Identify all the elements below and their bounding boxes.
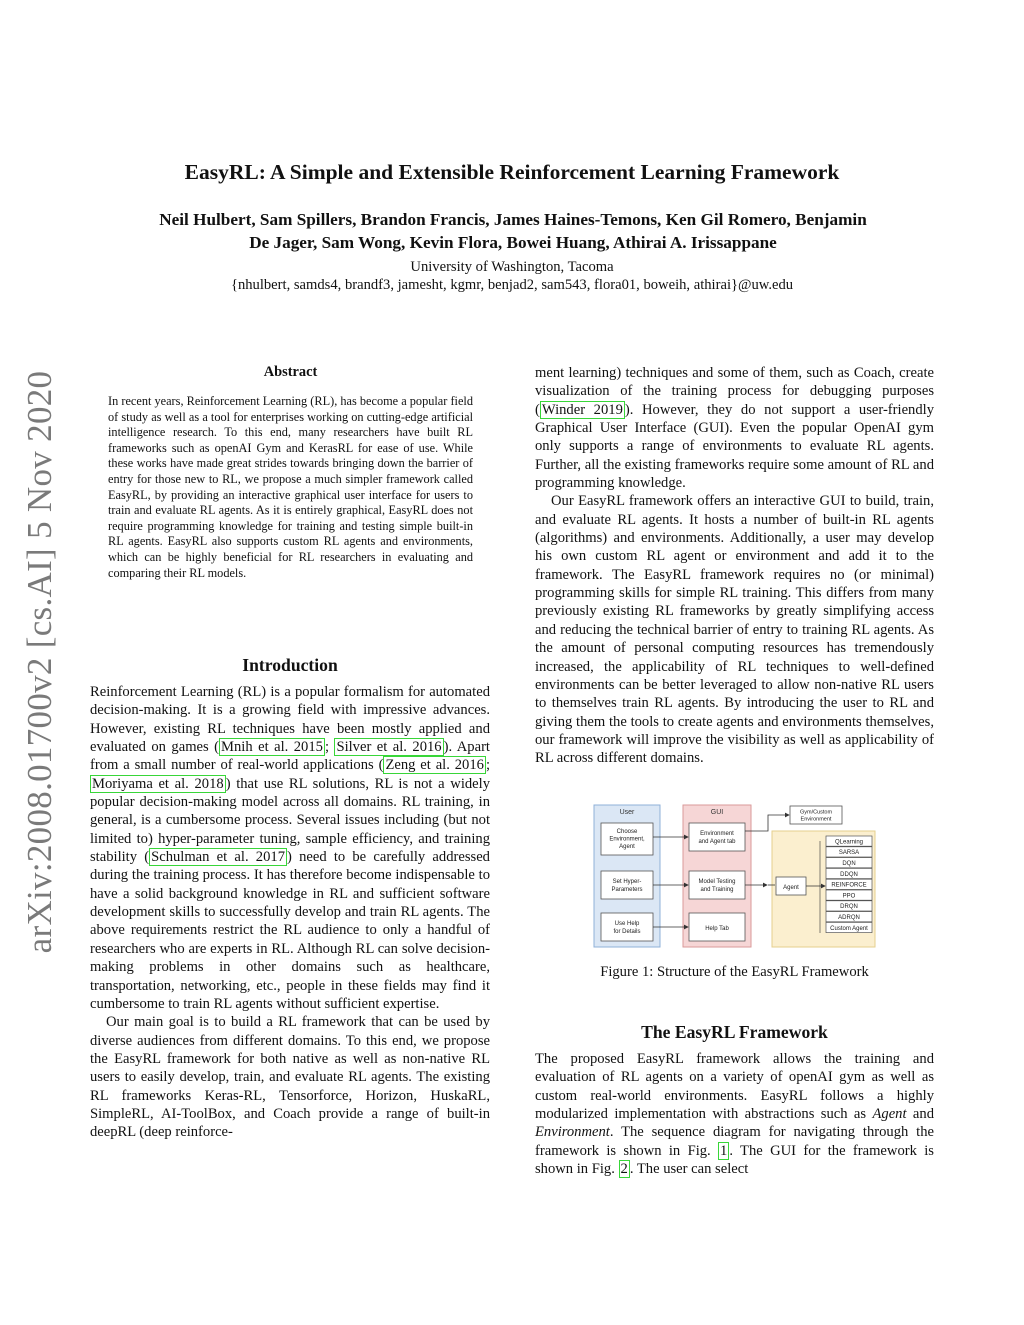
choose-env-line-1: Choose [616,829,638,835]
figure-1-caption: Figure 1: Structure of the EasyRL Framework [600,964,869,980]
model-testing-box [689,871,745,899]
agent-option-label: DRQN [840,904,858,911]
env-agent-tab-line-1: Environment [700,831,734,837]
fig-ref-1[interactable]: 1 [720,1142,728,1159]
citation-mnih-2015[interactable]: Mnih et al. 2015 [221,739,323,756]
model-testing-line-2: and Training [700,887,734,893]
agent-box-label: Agent [783,885,799,891]
framework-body [535,1050,934,1178]
abstract-heading: Abstract [263,364,318,380]
set-hyperparams-box [601,871,653,899]
set-hyper-line-2: Parameters [611,887,643,893]
use-help-line-2: for Details [613,929,641,935]
agent-list [826,836,872,933]
use-help-line-1: Use Help [614,921,640,927]
set-hyper-line-1: Set Hyper- [612,879,642,885]
choose-env-line-2: Environment, [609,836,645,843]
agent-option-label: Custom Agent [830,925,868,932]
agent-option-label: DDQN [840,871,858,878]
author-emails: {nhulbert, samds4, brandf3, jamesht, kgmr, benjad2, sam543, flora01, boweih, athirai}@uw.edu [230,277,794,293]
agent-option-label: QLearning [834,839,864,846]
introduction-heading: Introduction [242,655,338,675]
user-lane-label: User [619,809,635,816]
citation-winder-2019[interactable]: Winder 2019 [541,401,623,418]
right-paragraph-2: Our EasyRL framework offers an interactive GUI to build, train, and evaluate RL agents. It hosts a number of built-in RL agents (algorithms) and environments. Additionally, a user may develop his own custom RL agent or environment and add it to the framework. The EasyRL framework requires no (or minimal) programming skills for simple RL training. This differs from many previously existing RL frameworks by greatly simplifying access and reducing the technical barrier of entry to training RL agents. As the amount of personal computing resources has tremendously increased, the applicability of RL techniques to well-defined environments can be better leveraged to allow non-native RL users to themselves train RL agents. By introducing the user to RL and giving them the tools to create agents and environments themselves, our framework will improve the visibility as well as applicability of RL across different domains. [535,493,934,767]
citation-zeng-2016[interactable]: Zeng et al. 2016 [385,757,484,774]
introduction-body [90,683,490,1142]
framework-heading: The EasyRL Framework [641,1022,828,1042]
model-testing-line-1: Model Testing [698,879,736,885]
agent-option-label: DQN [842,861,856,867]
help-tab-label: Help Tab [705,926,729,932]
abstract-text: In recent years, Reinforcement Learning (RL), has become a popular field of study as well as a tool for enterprises working on cutting-edge artificial intelligence research. To this end, many researchers have built RL frameworks such as openAI Gym and KerasRL for ease of use. While these works have made great strides towards bringing down the barrier of entry for those new to RL, we propose a much simpler framework called EasyRL, by providing an interactive graphical user interface for users to train and evaluate RL agents. As it is entirely graphical, EasyRL does not require programming knowledge for training and testing simple built-in RL agents. EasyRL also supports custom RL agents and environments, which can be highly beneficial for RL researchers in evaluating and comparing their RL models. [108,394,473,580]
use-help-box [601,913,653,941]
framework-paragraph-1: The proposed EasyRL framework allows the training and evaluation of RL agents on a variety of openAI gym as well as custom real-world environments. EasyRL follows a highly modularized implementation with abstractions such as Agent and Environment. The sequence diagram for navigating through the framework is shown in Fig. 1 . The GUI for the framework is shown in Fig. 2 . The user can select [535,1051,934,1178]
arxiv-stamp-text: arXiv:2008.01700v2 [cs.AI] 5 Nov 2020 [20,370,59,954]
authors-line-2: De Jager, Sam Wong, Kevin Flora, Bowei Huang, Athirai A. Irissappane [249,233,777,252]
agent-term: Agent [872,1106,907,1123]
right-column-body [535,364,934,768]
affiliation: University of Washington, Tacoma [410,259,614,275]
citation-schulman-2017[interactable]: Schulman et al. 2017 [151,849,285,866]
author-list [90,208,936,254]
gui-lane-label: GUI [710,809,724,816]
right-paragraph-1: ment learning) techniques and some of them, such as Coach, create visualization of the training process for debugging purposes ( Winder 2019 ). However, they do not support a user-friendly Graphical User Interface (GUI). Even the popular OpenAI gym only supports a range of environments to evaluate RL agents. Further, all the existing frameworks require some amount of RL and programming knowledge. [535,365,934,492]
choose-env-line-3: Agent [619,844,635,850]
paper-title: EasyRL: A Simple and Extensible Reinforcement Learning Framework [184,160,840,184]
figure-1-diagram [592,803,877,949]
fig-ref-2[interactable]: 2 [620,1161,628,1178]
agent-option-label: ADRQN [838,915,860,921]
authors-line-1: Neil Hulbert, Sam Spillers, Brandon Francis, James Haines-Temons, Ken Gil Romero, Benjamin [159,210,867,229]
arxiv-stamp [20,362,60,962]
agent-option-label: REINFORCE [831,882,867,889]
intro-paragraph-1: Reinforcement Learning (RL) is a popular formalism for automated decision-making. It is a growing field with impressive advances. However, existing RL techniques have been mostly applied and evaluated on games ( Mnih et al. 2015 ; Silver et al. 2016 ). Apart from a small number of real-world applications ( Zeng et al. 2016 ; Moriyama et al. 2018 ) that use RL solutions, RL is not a widely popular decision-making model across all domains. RL training, in general, is a cumbersome process. Several issues including (but not limited to) hyper-parameter tuning, sample efficiency, and training stability ( Schulman et al. 2017 ) need to be carefully addressed during the training process. It has therefore become indispensable to have a solid background knowledge in RL and sufficient software development skills to successfully develop and train RL agents. The above requirements restrict the RL audience to only a handful of researchers who are experts in RL. Although RL can solve decision-making problems in other domains such as healthcare, transportation, networking, etc., people in these fields may find it cumbersome to train RL agents without sufficient expertise. [90,684,490,1012]
citation-moriyama-2018[interactable]: Moriyama et al. 2018 [92,775,224,792]
citation-silver-2016[interactable]: Silver et al. 2016 [336,739,442,756]
environment-term: Environment [535,1124,610,1141]
env-box-line-2: Environment [800,816,832,823]
agent-option-label: PPO [842,893,856,900]
intro-paragraph-2: Our main goal is to build a RL framework that can be used by diverse audiences from different domains. To this end, we propose the EasyRL framework for both native as well as non-native RL users to easily develop, train, and evaluate RL agents. The existing RL frameworks Keras-RL, Tensorforce, Horizon, HuskaRL, SimpleRL, AI-ToolBox, and Coach provide a range of built-in deepRL (deep reinforce- [90,1014,490,1141]
env-box-line-1: Gym/Custom [799,809,833,816]
env-agent-tab-box [689,823,745,851]
agent-option-label: SARSA [838,850,860,857]
env-agent-tab-line-2: and Agent tab [698,839,736,845]
